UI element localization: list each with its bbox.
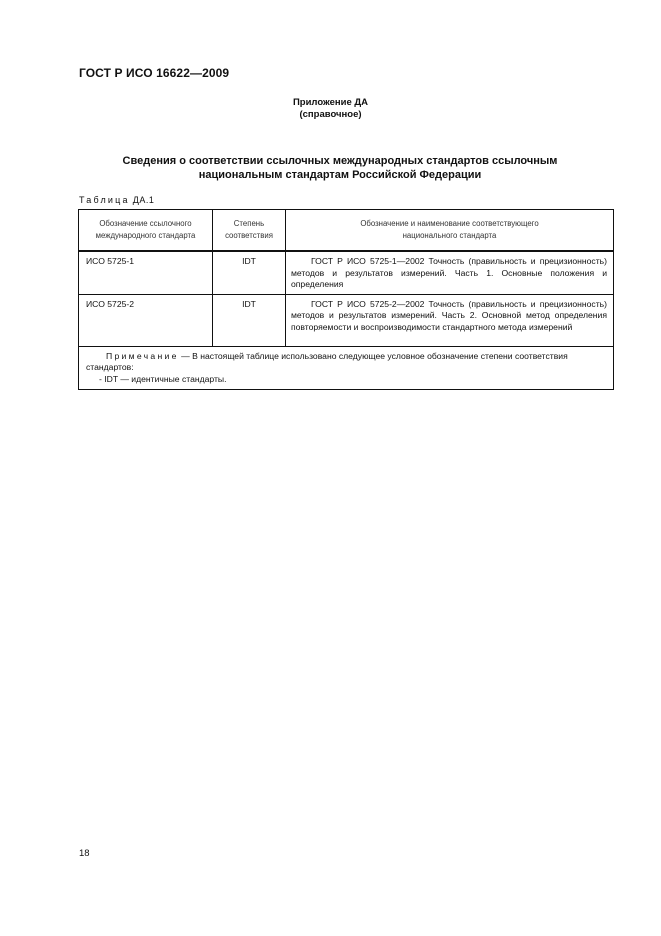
note-text: — В настоящей таблице использовано следующее условное обозначение степени соответствия стандартов:	[86, 350, 568, 372]
correspondence-table	[78, 209, 614, 390]
national-standard-text: ГОСТ Р ИСО 5725-1—2002 Точность (правильность и прецизионность) методов и результатов измерений. Часть 1. Основные положения и определения	[291, 256, 607, 289]
document-header: ГОСТ Р ИСО 16622—2009	[79, 66, 230, 80]
column-header-line: Степень	[233, 219, 265, 228]
table-note-row	[79, 346, 614, 390]
column-header-national	[286, 210, 614, 252]
table-header-row	[79, 210, 614, 252]
table-row	[79, 251, 614, 294]
annex-heading	[0, 97, 661, 121]
annex-type: (справочное)	[299, 109, 362, 120]
national-standard-cell	[286, 251, 614, 294]
national-standard-text: ГОСТ Р ИСО 5725-2—2002 Точность (правильность и прецизионность) методов и результатов измерений. Часть 2. Основной метод определения повторяемости и воспроизводимости стандартного метода измерений	[291, 298, 607, 332]
section-title-line2: национальным стандартам Российской Федерации	[198, 169, 482, 181]
degree-cell: IDT	[213, 294, 286, 346]
note-label: Примечание	[106, 350, 179, 361]
section-title	[60, 154, 620, 182]
national-standard-cell	[286, 294, 614, 346]
table-row	[79, 294, 614, 346]
international-standard-cell: ИСО 5725-2	[79, 294, 213, 346]
page-number: 18	[79, 848, 90, 859]
section-title-line1: Сведения о соответствии ссылочных международных стандартов ссылочным	[122, 155, 558, 167]
column-header-degree	[213, 210, 286, 252]
column-header-line: соответствия	[225, 231, 273, 240]
note-item: - IDT — идентичные стандарты.	[99, 373, 227, 384]
table-caption-word: Таблица	[79, 195, 130, 205]
column-header-international	[79, 210, 213, 252]
column-header-line: международного стандарта	[95, 231, 196, 240]
table-note	[79, 346, 614, 390]
annex-title: Приложение ДА	[292, 97, 369, 108]
degree-cell: IDT	[213, 251, 286, 294]
note-paragraph	[86, 351, 607, 374]
table-caption	[79, 195, 154, 205]
table-caption-number: ДА.1	[132, 195, 155, 205]
column-header-line: Обозначение и наименование соответствующего	[360, 219, 539, 228]
column-header-line: Обозначение ссылочного	[99, 219, 192, 228]
international-standard-cell: ИСО 5725-1	[79, 251, 213, 294]
column-header-line: национального стандарта	[402, 231, 497, 240]
